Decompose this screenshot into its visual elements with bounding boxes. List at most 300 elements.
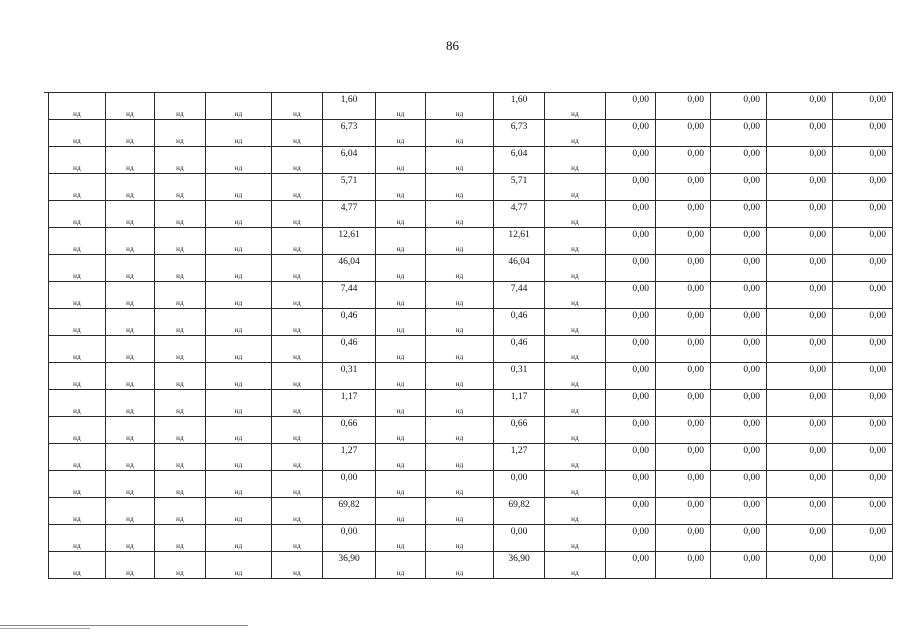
cell-zero-value: 0,00	[632, 122, 649, 132]
cell-nd-label: нд	[234, 272, 243, 280]
cell-nd-label: нд	[234, 110, 243, 118]
cell-nd-label: нд	[176, 461, 184, 469]
table-body	[49, 93, 893, 579]
table-cell	[323, 363, 376, 390]
table-cell	[833, 228, 893, 255]
cell-value: 1,27	[340, 446, 358, 456]
table-cell	[155, 201, 206, 228]
table-cell	[494, 471, 545, 498]
cell-nd-label: нд	[396, 299, 405, 307]
table-cell	[494, 228, 545, 255]
table-cell	[767, 228, 833, 255]
table-cell	[426, 363, 494, 390]
table-cell	[545, 336, 606, 363]
cell-zero-value: 0,00	[809, 203, 826, 213]
table-cell	[833, 255, 893, 282]
table-cell	[606, 525, 656, 552]
cell-zero-value: 0,00	[687, 284, 704, 294]
cell-nd-label: нд	[234, 515, 243, 523]
table-cell	[606, 390, 656, 417]
table-cell	[376, 93, 426, 120]
table-cell	[49, 201, 106, 228]
cell-nd-label: нд	[176, 542, 184, 550]
cell-nd-label: нд	[293, 272, 301, 280]
cell-value: 1,60	[340, 95, 358, 105]
cell-zero-value: 0,00	[743, 419, 760, 429]
cell-zero-value: 0,00	[743, 554, 760, 564]
cell-nd-label: нд	[234, 218, 243, 226]
table-cell	[767, 552, 833, 579]
table-cell	[206, 93, 272, 120]
table-cell	[155, 147, 206, 174]
cell-zero-value: 0,00	[869, 203, 886, 213]
table-cell	[767, 498, 833, 525]
table-cell	[106, 93, 155, 120]
cell-nd-label: нд	[73, 137, 81, 145]
cell-zero-value: 0,00	[632, 284, 649, 294]
cell-nd-label: нд	[234, 488, 243, 496]
cell-nd-label: нд	[73, 353, 81, 361]
table-cell	[206, 363, 272, 390]
cell-nd-label: нд	[455, 569, 464, 577]
table-cell	[606, 417, 656, 444]
cell-nd-label: нд	[176, 110, 184, 118]
cell-nd-label: нд	[234, 569, 243, 577]
table-cell	[606, 336, 656, 363]
table-cell	[376, 309, 426, 336]
cell-nd-label: нд	[455, 326, 464, 334]
cell-nd-label: нд	[126, 542, 134, 550]
table-cell	[49, 498, 106, 525]
table-cell	[545, 255, 606, 282]
cell-value: 69,82	[338, 500, 360, 510]
table-cell	[106, 471, 155, 498]
table-cell	[106, 390, 155, 417]
table-cell	[606, 174, 656, 201]
cell-zero-value: 0,00	[632, 149, 649, 159]
table-cell	[323, 471, 376, 498]
cell-zero-value: 0,00	[743, 230, 760, 240]
cell-nd-label: нд	[571, 137, 579, 145]
cell-zero-value: 0,00	[743, 203, 760, 213]
cell-nd-label: нд	[455, 191, 464, 199]
table-cell	[272, 255, 323, 282]
cell-nd-label: нд	[73, 110, 81, 118]
table-cell	[833, 201, 893, 228]
table-cell	[206, 444, 272, 471]
cell-value: 0,00	[340, 527, 358, 537]
cell-nd-label: нд	[176, 164, 184, 172]
cell-nd-label: нд	[455, 488, 464, 496]
cell-nd-label: нд	[73, 299, 81, 307]
cell-value: 0,00	[510, 473, 528, 483]
table-cell	[656, 444, 711, 471]
table-cell	[272, 228, 323, 255]
cell-nd-label: нд	[571, 164, 579, 172]
table-cell	[106, 309, 155, 336]
table-cell	[323, 444, 376, 471]
table-cell	[323, 309, 376, 336]
table-cell	[323, 417, 376, 444]
cell-nd-label: нд	[571, 245, 579, 253]
cell-nd-label: нд	[293, 434, 301, 442]
cell-zero-value: 0,00	[869, 338, 886, 348]
table-cell	[49, 471, 106, 498]
table-row	[49, 147, 893, 174]
cell-nd-label: нд	[234, 407, 243, 415]
table-cell	[833, 390, 893, 417]
table-cell	[494, 444, 545, 471]
cell-zero-value: 0,00	[632, 95, 649, 105]
table-row	[49, 282, 893, 309]
cell-nd-label: нд	[571, 407, 579, 415]
table-cell	[494, 93, 545, 120]
table-cell	[155, 390, 206, 417]
cell-nd-label: нд	[396, 515, 405, 523]
cell-nd-label: нд	[126, 515, 134, 523]
cell-nd-label: нд	[176, 434, 184, 442]
cell-zero-value: 0,00	[869, 365, 886, 375]
cell-nd-label: нд	[176, 380, 184, 388]
table-cell	[49, 552, 106, 579]
cell-nd-label: нд	[234, 299, 243, 307]
cell-nd-label: нд	[293, 137, 301, 145]
table-cell	[833, 309, 893, 336]
table-cell	[545, 390, 606, 417]
cell-nd-label: нд	[176, 326, 184, 334]
cell-value: 0,00	[340, 473, 358, 483]
table-cell	[206, 417, 272, 444]
table-cell	[426, 120, 494, 147]
table-cell	[106, 282, 155, 309]
table-cell	[545, 525, 606, 552]
table-cell	[426, 417, 494, 444]
cell-nd-label: нд	[455, 461, 464, 469]
cell-nd-label: нд	[455, 218, 464, 226]
table-cell	[606, 228, 656, 255]
cell-nd-label: нд	[126, 245, 134, 253]
table-row	[49, 93, 893, 120]
cell-nd-label: нд	[571, 380, 579, 388]
table-cell	[711, 174, 767, 201]
cell-zero-value: 0,00	[632, 419, 649, 429]
cell-zero-value: 0,00	[869, 554, 886, 564]
cell-zero-value: 0,00	[687, 338, 704, 348]
table-cell	[323, 282, 376, 309]
table-cell	[767, 309, 833, 336]
cell-zero-value: 0,00	[687, 176, 704, 186]
table-row	[49, 552, 893, 579]
table-cell	[656, 309, 711, 336]
cell-nd-label: нд	[293, 542, 301, 550]
cell-value: 7,44	[340, 284, 358, 294]
table-cell	[323, 201, 376, 228]
table-cell	[833, 93, 893, 120]
cell-zero-value: 0,00	[809, 257, 826, 267]
cell-zero-value: 0,00	[687, 419, 704, 429]
table-cell	[606, 498, 656, 525]
table-cell	[272, 363, 323, 390]
cell-nd-label: нд	[396, 326, 405, 334]
cell-nd-label: нд	[73, 164, 81, 172]
cell-nd-label: нд	[176, 407, 184, 415]
cell-zero-value: 0,00	[743, 122, 760, 132]
table-cell	[833, 498, 893, 525]
table-cell	[606, 201, 656, 228]
cell-zero-value: 0,00	[743, 500, 760, 510]
cell-nd-label: нд	[126, 407, 134, 415]
table-cell	[376, 255, 426, 282]
table-cell	[656, 417, 711, 444]
table-cell	[376, 552, 426, 579]
cell-nd-label: нд	[293, 191, 301, 199]
table-cell	[494, 309, 545, 336]
table-cell	[376, 336, 426, 363]
cell-nd-label: нд	[176, 488, 184, 496]
table-cell	[323, 498, 376, 525]
cell-nd-label: нд	[455, 245, 464, 253]
cell-nd-label: нд	[176, 218, 184, 226]
cell-nd-label: нд	[73, 461, 81, 469]
cell-value: 1,60	[510, 95, 528, 105]
table-cell	[155, 525, 206, 552]
table-cell	[106, 174, 155, 201]
table-cell	[206, 255, 272, 282]
table-cell	[833, 363, 893, 390]
cell-nd-label: нд	[571, 434, 579, 442]
cell-zero-value: 0,00	[632, 473, 649, 483]
cell-value: 36,90	[338, 554, 360, 564]
cell-nd-label: нд	[234, 353, 243, 361]
cell-nd-label: нд	[571, 488, 579, 496]
cell-nd-label: нд	[455, 272, 464, 280]
table-cell	[206, 390, 272, 417]
table-cell	[106, 201, 155, 228]
table-cell	[106, 525, 155, 552]
table-cell	[49, 336, 106, 363]
table-cell	[323, 336, 376, 363]
table-cell	[833, 525, 893, 552]
table-cell	[494, 147, 545, 174]
table-cell	[426, 228, 494, 255]
table-cell	[106, 444, 155, 471]
table-cell	[106, 147, 155, 174]
table-cell	[155, 93, 206, 120]
cell-nd-label: нд	[73, 569, 81, 577]
table-cell	[206, 282, 272, 309]
table-cell	[49, 228, 106, 255]
cell-zero-value: 0,00	[869, 95, 886, 105]
table-cell	[767, 444, 833, 471]
table-cell	[426, 525, 494, 552]
table-cell	[106, 363, 155, 390]
cell-zero-value: 0,00	[869, 527, 886, 537]
table-cell	[711, 444, 767, 471]
cell-nd-label: нд	[126, 569, 134, 577]
cell-zero-value: 0,00	[869, 149, 886, 159]
cell-nd-label: нд	[455, 515, 464, 523]
cell-zero-value: 0,00	[687, 95, 704, 105]
cell-nd-label: нд	[293, 488, 301, 496]
table-row	[49, 498, 893, 525]
table-cell	[767, 255, 833, 282]
cell-nd-label: нд	[455, 407, 464, 415]
cell-zero-value: 0,00	[809, 284, 826, 294]
table-cell	[49, 282, 106, 309]
table-cell	[656, 255, 711, 282]
cell-zero-value: 0,00	[869, 419, 886, 429]
table-cell	[606, 363, 656, 390]
table-cell	[606, 282, 656, 309]
table-cell	[656, 498, 711, 525]
table-cell	[711, 336, 767, 363]
cell-zero-value: 0,00	[687, 527, 704, 537]
table-row	[49, 390, 893, 417]
table-cell	[545, 120, 606, 147]
table-cell	[711, 228, 767, 255]
cell-zero-value: 0,00	[809, 338, 826, 348]
cell-nd-label: нд	[396, 407, 405, 415]
cell-zero-value: 0,00	[809, 230, 826, 240]
cell-nd-label: нд	[176, 191, 184, 199]
table-cell	[494, 390, 545, 417]
table-cell	[426, 309, 494, 336]
cell-zero-value: 0,00	[743, 446, 760, 456]
table-cell	[426, 93, 494, 120]
cell-nd-label: нд	[126, 272, 134, 280]
footer-rule-short	[0, 628, 90, 629]
cell-zero-value: 0,00	[687, 554, 704, 564]
cell-nd-label: нд	[571, 542, 579, 550]
cell-value: 0,46	[340, 311, 358, 321]
table-cell	[656, 390, 711, 417]
table-row	[49, 444, 893, 471]
cell-zero-value: 0,00	[687, 473, 704, 483]
cell-nd-label: нд	[396, 569, 405, 577]
table-cell	[833, 282, 893, 309]
table-cell	[155, 174, 206, 201]
table-cell	[656, 93, 711, 120]
cell-zero-value: 0,00	[632, 500, 649, 510]
cell-nd-label: нд	[126, 353, 134, 361]
cell-nd-label: нд	[293, 110, 301, 118]
cell-zero-value: 0,00	[809, 500, 826, 510]
table-row	[49, 363, 893, 390]
table-cell	[545, 147, 606, 174]
cell-nd-label: нд	[73, 407, 81, 415]
cell-zero-value: 0,00	[809, 392, 826, 402]
table-cell	[711, 309, 767, 336]
table-cell	[494, 363, 545, 390]
table-cell	[711, 147, 767, 174]
table-row	[49, 309, 893, 336]
table-cell	[323, 552, 376, 579]
table-cell	[711, 282, 767, 309]
table-cell	[272, 120, 323, 147]
table-cell	[155, 552, 206, 579]
cell-nd-label: нд	[571, 110, 579, 118]
cell-zero-value: 0,00	[743, 149, 760, 159]
table-cell	[545, 174, 606, 201]
cell-zero-value: 0,00	[809, 95, 826, 105]
table-row	[49, 255, 893, 282]
cell-nd-label: нд	[126, 326, 134, 334]
table-cell	[272, 282, 323, 309]
table-cell	[711, 552, 767, 579]
cell-zero-value: 0,00	[743, 338, 760, 348]
cell-nd-label: нд	[455, 542, 464, 550]
table-cell	[606, 147, 656, 174]
table-cell	[49, 525, 106, 552]
table-cell	[206, 525, 272, 552]
cell-zero-value: 0,00	[809, 473, 826, 483]
table-cell	[494, 525, 545, 552]
table-cell	[206, 228, 272, 255]
table-cell	[711, 471, 767, 498]
cell-value: 36,90	[508, 554, 530, 564]
table-cell	[656, 282, 711, 309]
table-cell	[711, 525, 767, 552]
table-cell	[833, 552, 893, 579]
table-cell	[155, 336, 206, 363]
cell-value: 6,73	[340, 122, 358, 132]
table-cell	[767, 174, 833, 201]
table-cell	[272, 552, 323, 579]
cell-zero-value: 0,00	[809, 149, 826, 159]
cell-nd-label: нд	[396, 191, 405, 199]
cell-value: 4,77	[510, 203, 528, 213]
table-cell	[376, 363, 426, 390]
cell-nd-label: нд	[73, 245, 81, 253]
table-cell	[426, 390, 494, 417]
table-cell	[656, 336, 711, 363]
cell-nd-label: нд	[126, 110, 134, 118]
cell-nd-label: нд	[455, 434, 464, 442]
cell-nd-label: нд	[293, 515, 301, 523]
cell-nd-label: нд	[176, 299, 184, 307]
cell-nd-label: нд	[396, 272, 405, 280]
cell-nd-label: нд	[396, 488, 405, 496]
cell-nd-label: нд	[293, 461, 301, 469]
table-cell	[545, 282, 606, 309]
table-cell	[711, 201, 767, 228]
table-cell	[656, 201, 711, 228]
table-cell	[833, 417, 893, 444]
table-cell	[656, 552, 711, 579]
cell-zero-value: 0,00	[743, 284, 760, 294]
cell-nd-label: нд	[571, 569, 579, 577]
table-cell	[272, 174, 323, 201]
table-cell	[426, 444, 494, 471]
cell-nd-label: нд	[396, 137, 405, 145]
cell-nd-label: нд	[571, 218, 579, 226]
cell-nd-label: нд	[176, 569, 184, 577]
cell-nd-label: нд	[126, 461, 134, 469]
cell-nd-label: нд	[176, 353, 184, 361]
cell-zero-value: 0,00	[687, 257, 704, 267]
table-cell	[155, 228, 206, 255]
cell-nd-label: нд	[293, 218, 301, 226]
table-cell	[656, 120, 711, 147]
table-cell	[545, 444, 606, 471]
cell-nd-label: нд	[293, 407, 301, 415]
table-cell	[767, 471, 833, 498]
cell-nd-label: нд	[176, 272, 184, 280]
cell-nd-label: нд	[73, 218, 81, 226]
cell-nd-label: нд	[571, 326, 579, 334]
table-cell	[376, 498, 426, 525]
table-cell	[376, 525, 426, 552]
